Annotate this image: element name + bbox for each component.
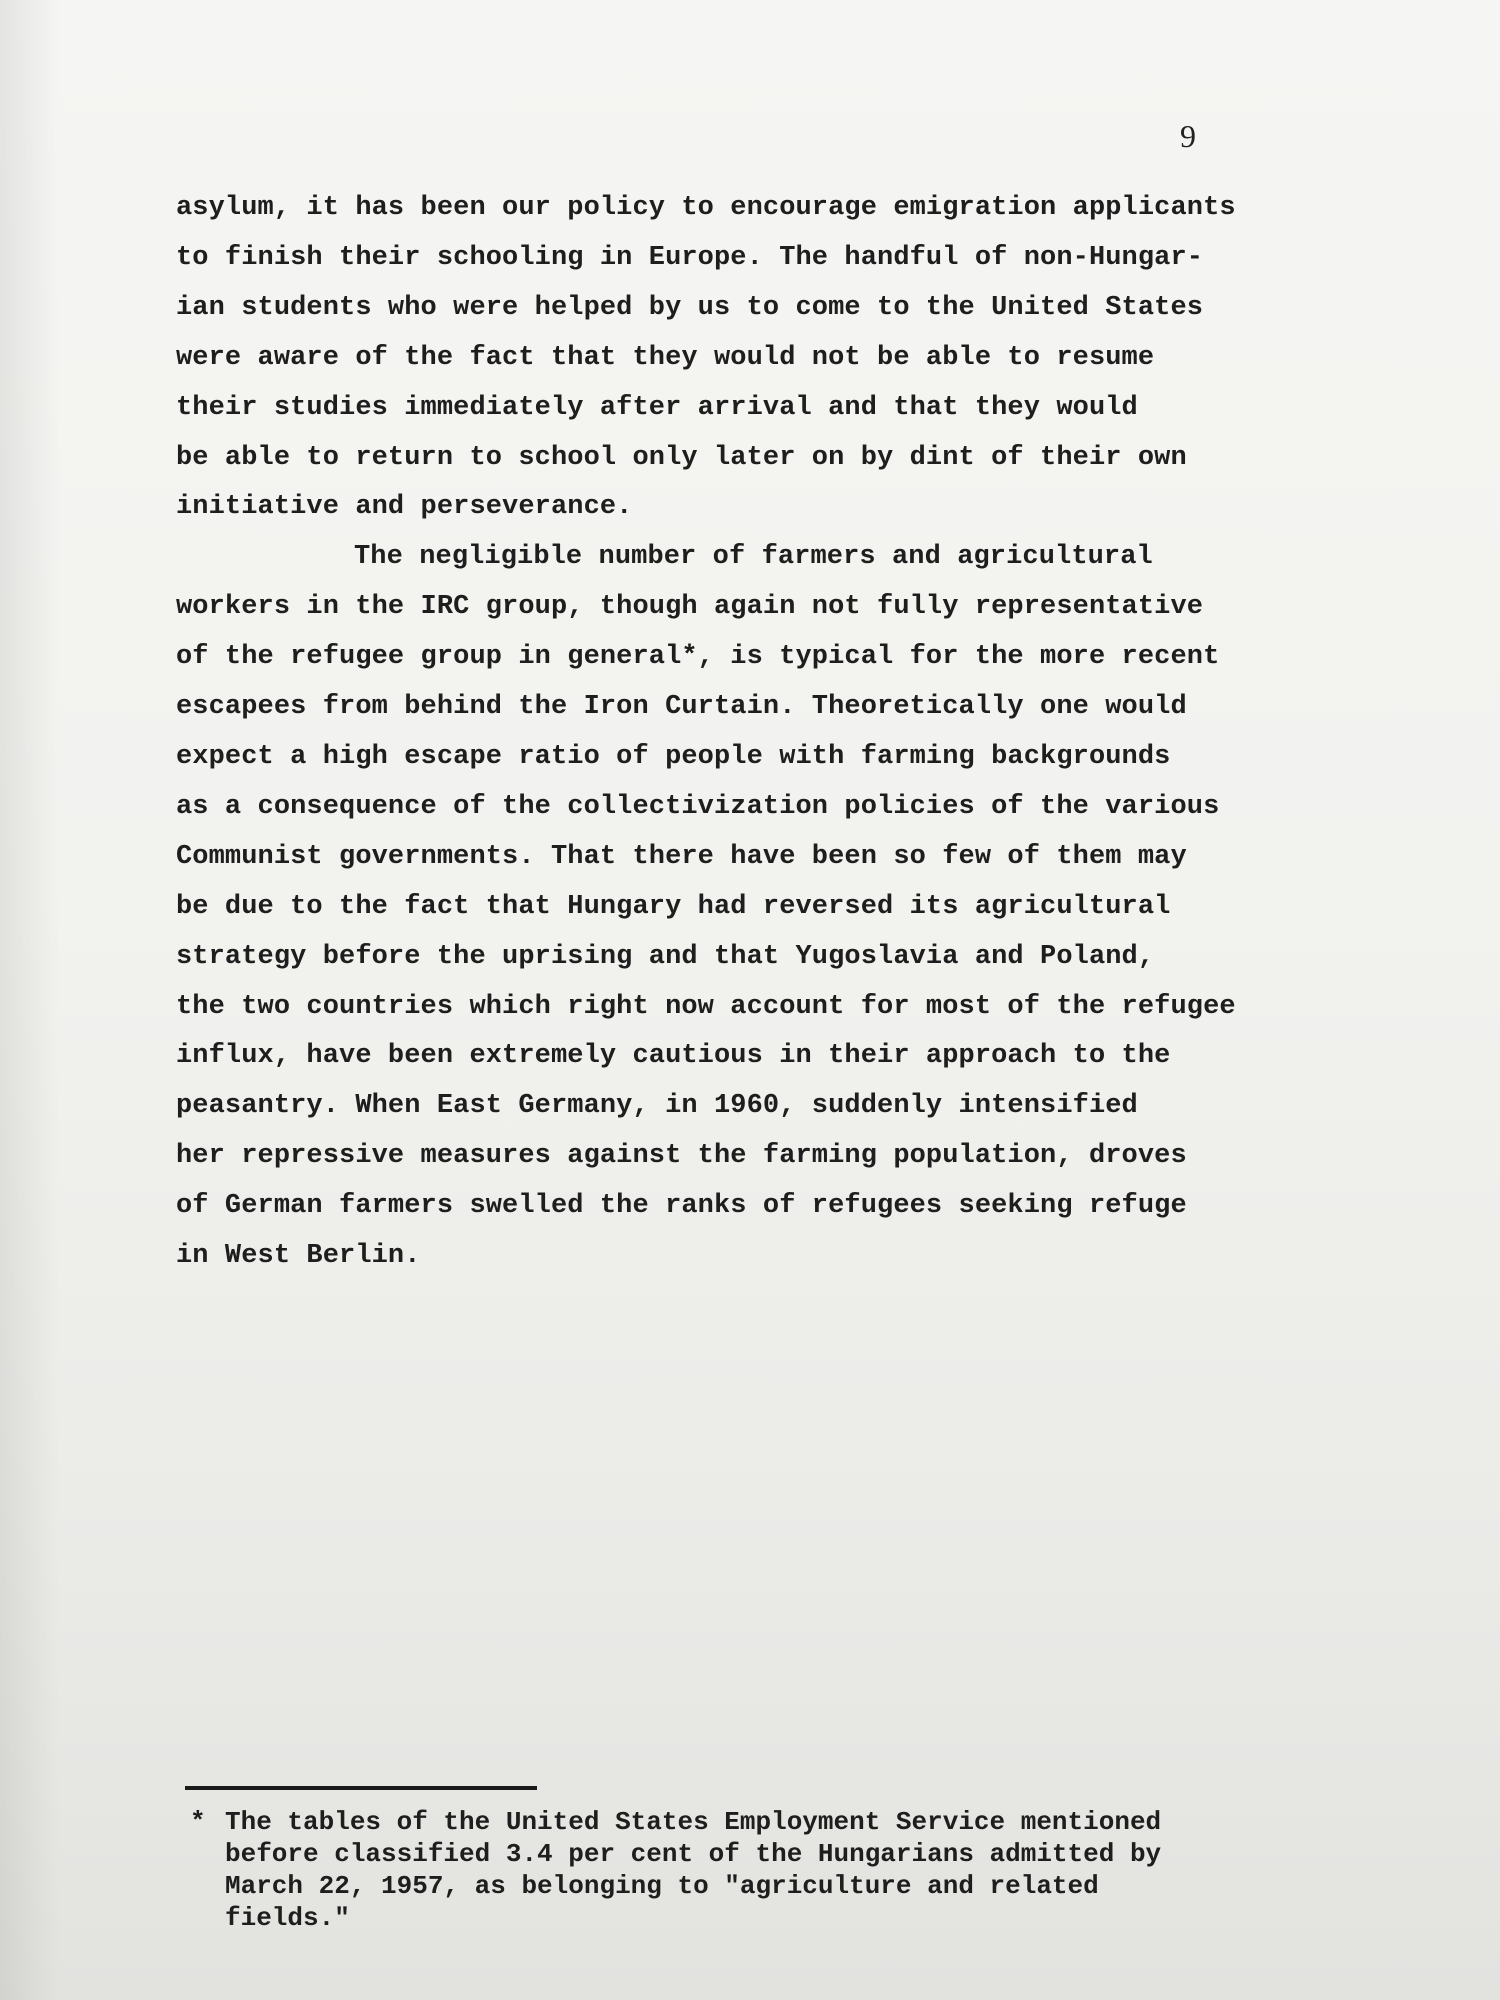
footnote-first-line [190, 1806, 1340, 1838]
paragraph-1-line: their studies immediately after arrival and that they would [176, 392, 1138, 423]
paragraph-2-line: expect a high escape ratio of people with farming backgrounds [176, 741, 1171, 772]
body-text [176, 184, 1376, 1282]
paragraph-2-line: of the refugee group in general*, is typical for the more recent [176, 642, 1220, 673]
footnote-divider [185, 1786, 537, 1790]
paragraph-1-line: initiative and perseverance. [176, 492, 633, 523]
paragraph-2-line: of German farmers swelled the ranks of refugees seeking refuge [176, 1191, 1187, 1222]
footnote-line: March 22, 1957, as belonging to "agriculture and related [225, 1871, 1099, 1901]
paragraph-1-line: to finish their schooling in Europe. The handful of non-Hungar- [176, 242, 1204, 273]
paragraph-2-line: influx, have been extremely cautious in their approach to the [176, 1041, 1171, 1072]
paragraph-1-line: ian students who were helped by us to come to the United States [176, 292, 1204, 323]
paragraph-2-line: the two countries which right now account for most of the refugee [176, 991, 1236, 1022]
paragraph-2-line: as a consequence of the collectivization policies of the various [176, 791, 1220, 822]
page-number: 9 [1180, 118, 1196, 154]
paragraph-1-line: be able to return to school only later on by dint of their own [176, 442, 1187, 473]
paragraph-2-line: Communist governments. That there have been so few of them may [176, 841, 1187, 872]
footnote-marker: * [190, 1807, 206, 1837]
paragraph-2-line: be due to the fact that Hungary had reversed its agricultural [176, 891, 1171, 922]
paragraph-2-line: her repressive measures against the farming population, droves [176, 1141, 1187, 1172]
paragraph-1-line: were aware of the fact that they would not be able to resume [176, 342, 1155, 373]
paragraph-2-line: workers in the IRC group, though again not fully representative [176, 592, 1204, 623]
footnote-line: The tables of the United States Employment Service mentioned [225, 1807, 1162, 1837]
paragraph-2-line: escapees from behind the Iron Curtain. Theoretically one would [176, 692, 1187, 723]
paragraph-1-line: asylum, it has been our policy to encourage emigration applicants [176, 193, 1236, 223]
footnote-line: before classified 3.4 per cent of the Hungarians admitted by [225, 1839, 1162, 1869]
paragraph-2-line: in West Berlin. [176, 1241, 421, 1272]
footnote-line: fields." [225, 1903, 350, 1933]
paragraph-2-first-line: The negligible number of farmers and agricultural [354, 542, 1153, 573]
paragraph-2-line: strategy before the uprising and that Yugoslavia and Poland, [176, 941, 1155, 972]
footnote [190, 1806, 1340, 1934]
paragraph-2-line: peasantry. When East Germany, in 1960, suddenly intensified [176, 1091, 1138, 1122]
